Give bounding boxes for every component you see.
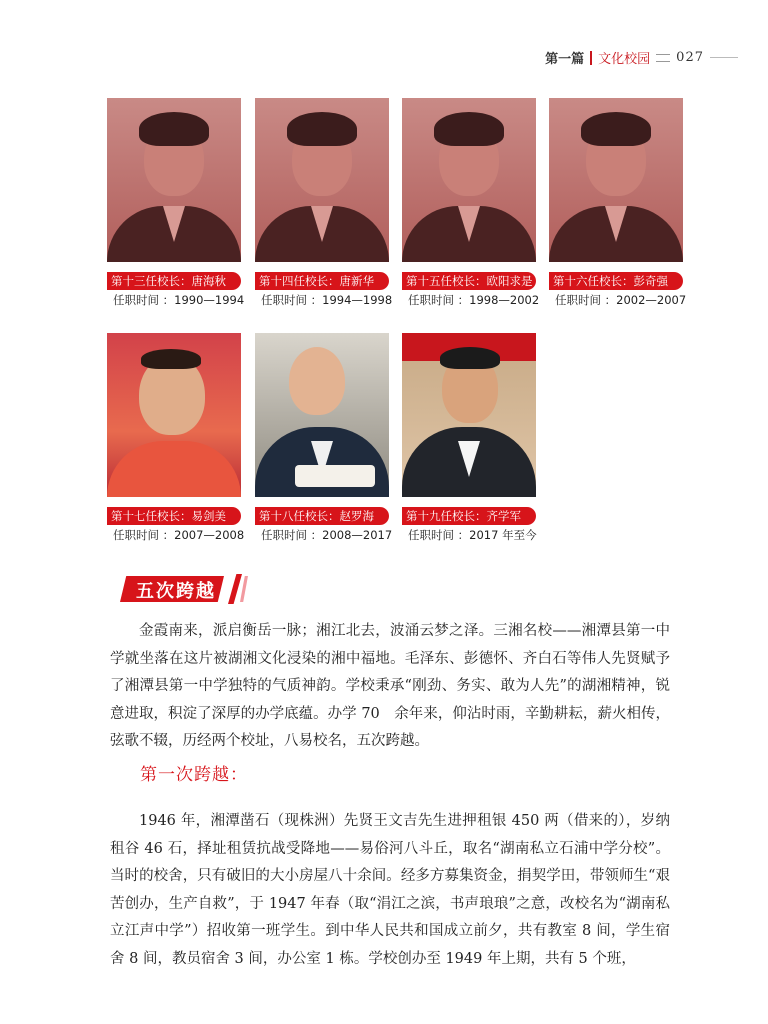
principal-caption: 第十七任校长：易剑美 [107,507,241,525]
principal-caption: 第十五任校长：欧阳求是 [402,272,536,290]
principal-card-13 [107,98,245,307]
section-label: 文化校园 [598,52,651,67]
principal-card-18 [255,333,393,542]
principal-term: 任职时间 ：2008—2017 [261,528,393,542]
principal-photo [402,98,536,262]
principal-term: 任职时间 ：1994—1998 [261,293,393,307]
first-leap-paragraph: 1946 年，湘潭凿石（现株洲）先贤王文吉先生进押租银 450 两（借来的），岁纳租谷 46 石，择址租赁抗战受降地——易俗河八斗丘，取名“湖南私立石浦中学分校”。当时的校舍，只有破旧的大小房屋八十余间。经多方募集资金，捐契学田，带领师生“艰苦创办，生产自救”，于 1947 年春（取“涓江之滨，书声琅琅”之意，改校名为“湖南私立江声中学”）招收第一班学生。到中华人民共和国成立前夕，共有教室 8 间，学生宿舍 8 间，教员宿舍 3 间，办公室 1 栋。学校创办至 1949 年上期，共有 5 个班， [110,813,670,967]
section-title: 五次跨越 [136,581,216,602]
principal-card-16 [549,98,687,307]
header-ornament [656,54,670,62]
principal-caption: 第十三任校长：唐海秋 [107,272,241,290]
part-label: 第一篇 [545,52,585,67]
principal-photo [107,98,241,262]
principal-photo [255,98,389,262]
principal-caption: 第十六任校长：彭奇强 [549,272,683,290]
principal-card-17 [107,333,245,542]
page-number: 027 [676,50,704,65]
principal-card-15 [402,98,540,307]
section-heading [120,574,240,604]
subsection-title: 第一次跨越： [140,765,248,785]
page-header [545,48,738,67]
principal-caption: 第十九任校长：齐学军 [402,507,536,525]
principal-caption: 第十四任校长：唐新华 [255,272,389,290]
principal-photo [255,333,389,497]
intro-paragraph: 金霞南来，派启衡岳一脉；湘江北去，波涌云梦之泽。三湘名校——湘潭县第一中学就坐落在这片被湖湘文化浸染的湘中福地。毛泽东、彭德怀、齐白石等伟人先贤赋予了湘潭县第一中学独特的气质神韵。学校秉承“刚劲、务实、敢为人先”的湖湘精神，锐意进取，积淀了深厚的办学底蕴。办学 70 余年来，仰沾时雨，辛勤耕耘，薪火相传，弦歌不辍，历经两个校址，八易校名，五次跨越。 [110,623,670,749]
principal-photo [107,333,241,497]
principal-term: 任职时间 ：2017 年至今 [408,528,537,542]
principal-term: 任职时间 ：1990—1994 [113,293,245,307]
principal-card-19 [402,333,537,542]
principal-card-14 [255,98,393,307]
principal-caption: 第十八任校长：赵罗海 [255,507,389,525]
header-divider [590,51,592,65]
principal-photo [549,98,683,262]
principal-photo [402,333,536,497]
principal-term: 任职时间 ：2007—2008 [113,528,245,542]
principal-term: 任职时间 ：2002—2007 [555,293,687,307]
principal-term: 任职时间 ：1998—2002 [408,293,540,307]
header-rule [710,57,738,58]
